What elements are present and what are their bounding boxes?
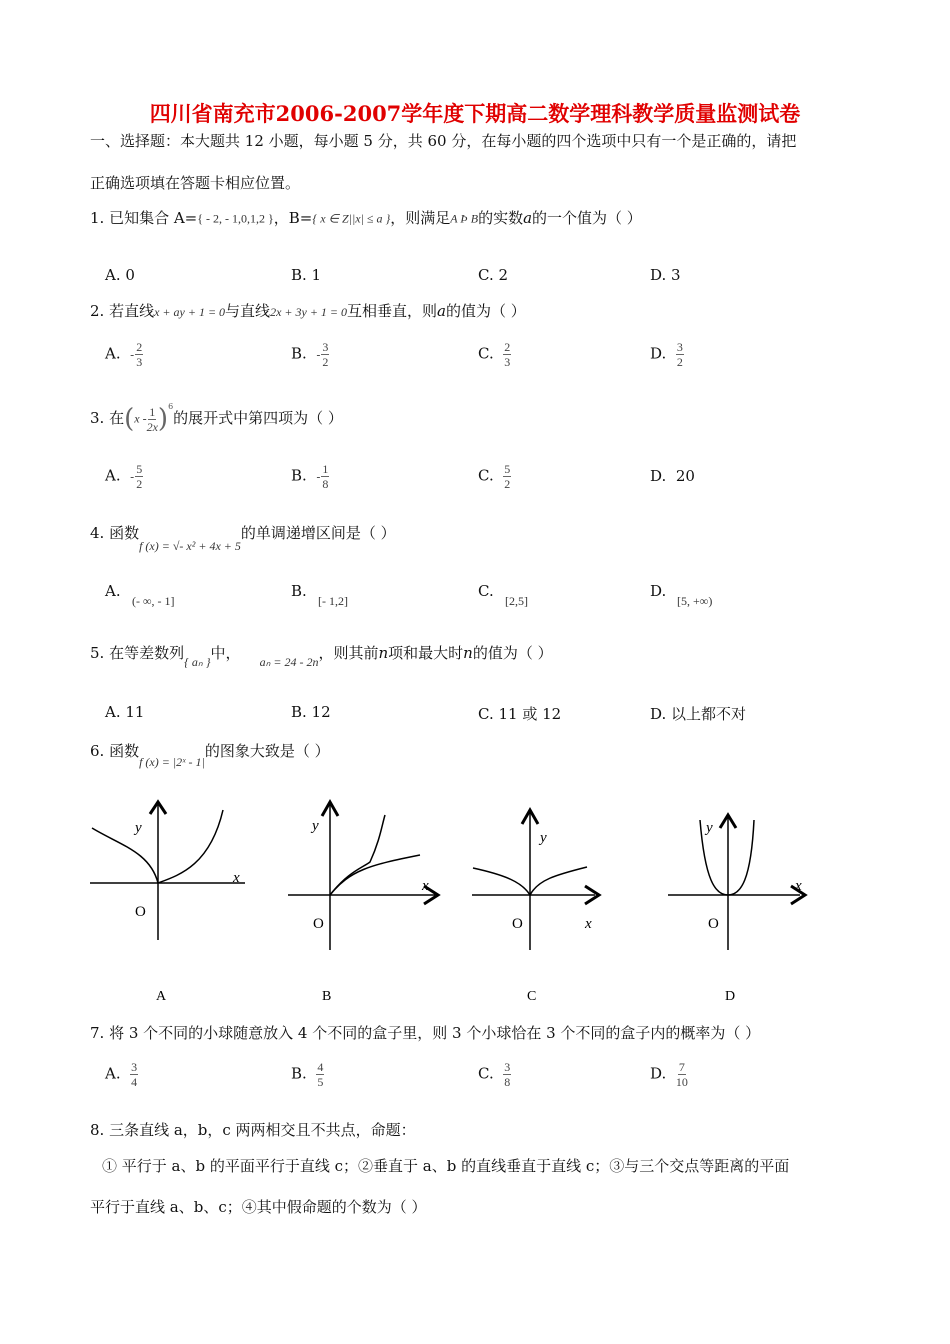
q2-prefix: 2. 若直线 <box>90 302 155 320</box>
q1-post: ，则满足 <box>390 209 451 227</box>
q1-mid: ，B= <box>273 209 313 227</box>
q3-option-b-num: 1 <box>322 462 329 476</box>
graph-a-x-label: x <box>233 870 240 886</box>
question-5: 5. 在等差数列$_{\{ a_n \}}$中， $_{a_n = 24 - 2n}$，则其前n项和最大时n的值为（ ） <box>90 644 553 669</box>
graph-d <box>668 815 805 1004</box>
graph-a-caption: A <box>156 989 167 1004</box>
q3-option-a-den: 2 <box>136 477 143 491</box>
q4-option-b-value: [- 1,2] <box>318 594 348 608</box>
q5-option-b: B. 12 <box>291 703 331 721</box>
q7-option-c-label: C. <box>478 1064 494 1083</box>
graph-c-y-label: y <box>540 830 547 846</box>
q7-option-a-fraction <box>130 1060 138 1089</box>
q2-var: a <box>437 302 446 320</box>
q1-set-a: - 2, - 1,0,1,2 <box>206 211 266 226</box>
q2-option-d-fraction <box>676 340 684 369</box>
q4-prefix: 4. 函数 <box>90 524 140 542</box>
q4-option-a-value: (- ∞, - 1] <box>132 594 175 608</box>
graph-c-x-label: x <box>585 916 592 932</box>
q2-option-a <box>105 340 143 369</box>
q3-option-d-value: 20 <box>675 467 695 485</box>
q3-option-b-sign: - <box>316 469 321 484</box>
q2-option-a-label: A. <box>105 344 121 363</box>
graph-d-caption: D <box>725 989 736 1004</box>
q6-post: 的图象大致是（ ） <box>204 742 330 760</box>
q1-post2: 的实数 <box>478 209 524 227</box>
q3-option-a-num: 5 <box>136 462 143 476</box>
graph-a-y-label: y <box>135 820 142 836</box>
q2-option-c-num: 2 <box>504 340 511 354</box>
q3-option-b-fraction <box>321 462 329 491</box>
question-2 <box>90 300 526 321</box>
q5-option-d: D. 以上都不对 <box>650 705 747 723</box>
q7-option-a-label: A. <box>105 1064 121 1083</box>
q2-option-a-fraction <box>135 340 143 369</box>
q3-option-c-den: 2 <box>504 477 511 491</box>
q5-option-c: C. 11 或 12 <box>478 705 562 723</box>
q2-line-1: x + ay + 1 = 0 <box>154 305 226 319</box>
graph-c <box>472 810 599 1004</box>
q3-expr-den: 2x <box>146 419 158 434</box>
q7-option-b <box>291 1060 324 1089</box>
q5-formula: aₙ = 24 - 2n <box>259 655 319 669</box>
q1-var: a <box>523 209 533 227</box>
q3-option-b-label: B. <box>291 466 307 485</box>
q7-option-d-den: 10 <box>675 1075 688 1089</box>
q2-option-a-den: 3 <box>136 355 143 369</box>
q4-option-a-label: A. <box>105 582 121 600</box>
question-6 <box>90 740 330 770</box>
q2-line-2: 2x + 3y + 1 = 0 <box>270 305 348 319</box>
q3-option-a <box>105 462 143 491</box>
q5-post2: 项和最大时 <box>388 644 464 662</box>
question-3: 3. 在(x - $\frac{1}{2x}$ )$^6$的展开式中第四项为（ ） <box>90 402 343 434</box>
q5-mid: 中， <box>210 644 241 662</box>
graph-b-y-label: y <box>312 818 319 834</box>
graph-b-x-label: x <box>422 878 429 894</box>
q7-option-c-den: 8 <box>504 1075 511 1089</box>
q7-option-c-fraction <box>503 1060 511 1089</box>
q4-function: f (x) = √- x² + 4x + 5 <box>139 539 241 553</box>
question-7: 7. 将 3 个不同的小球随意放入 4 个不同的盒子里，则 3 个小球恰在 3 个不同的盒子内的概率为（ ） <box>90 1024 761 1042</box>
q1-option-b: B. 1 <box>291 266 322 284</box>
q2-option-c-label: C. <box>478 344 494 363</box>
q4-option-b-label: B. <box>291 582 307 600</box>
q1-set-b: x ∈ Z||x| ≤ a <box>320 211 383 226</box>
q2-option-b-fraction <box>321 340 329 369</box>
q1-relation: A Þ B <box>450 211 479 226</box>
graph-a-origin: O <box>135 904 146 920</box>
graph-d-x-label: x <box>795 878 802 894</box>
q1-post3: 的一个值为（ ） <box>532 209 642 227</box>
q5-post3: 的值为（ ） <box>472 644 553 662</box>
q1-option-c: C. 2 <box>478 266 509 284</box>
q3-option-d <box>650 467 695 485</box>
q2-option-c-fraction <box>503 340 511 369</box>
q5-n2: n <box>463 644 473 662</box>
q3-option-a-label: A. <box>105 466 121 485</box>
graph-b-curve-1 <box>330 815 385 895</box>
q5-prefix: 5. 在等差数列 <box>90 644 185 662</box>
q7-option-d-fraction <box>676 1060 688 1089</box>
q7-option-d-label: D. <box>650 1064 667 1083</box>
q4-option-c-value: [2,5] <box>505 594 528 608</box>
paper-title: 四川省南充市2006-2007学年度下期高二数学理科教学质量监测试卷 <box>149 101 801 126</box>
q7-option-b-label: B. <box>291 1064 307 1083</box>
q2-option-d-num: 3 <box>676 340 683 354</box>
q2-post: 互相垂直，则 <box>347 302 438 320</box>
q6-prefix: 6. 函数 <box>90 742 140 760</box>
q7-option-c-num: 3 <box>504 1060 511 1074</box>
question-4 <box>90 522 396 554</box>
q3-option-c-num: 5 <box>504 462 511 476</box>
q6-graphs <box>80 790 820 1010</box>
q3-option-b-den: 8 <box>322 477 329 491</box>
q3-option-d-label: D. <box>650 467 667 485</box>
question-8-line1: 8. 三条直线 a，b，c 两两相交且不共点，命题： <box>90 1121 416 1139</box>
question-1: 1. 已知集合 A={ - 2, - 1,0,1,2 }，B={ x ∈ Z||x| ≤ a }，则满足A Þ B的实数a的一个值为（ ） <box>90 209 642 227</box>
q2-option-b-num: 3 <box>322 340 329 354</box>
q2-option-b-label: B. <box>291 344 307 363</box>
q3-expr-exp: 6 <box>168 402 174 411</box>
q7-option-b-num: 4 <box>317 1060 324 1074</box>
q1-option-a: A. 0 <box>105 266 135 284</box>
q4-option-d-value: [5, +∞) <box>677 594 713 608</box>
q2-option-d <box>650 340 684 369</box>
q4-option-c-label: C. <box>478 582 494 600</box>
q3-option-a-fraction <box>135 462 143 491</box>
q7-option-b-fraction <box>316 1060 324 1089</box>
q7-option-b-den: 5 <box>317 1075 324 1089</box>
q2-option-a-sign: - <box>130 347 135 362</box>
graph-d-y-label: y <box>706 820 713 836</box>
q7-option-d <box>650 1060 688 1089</box>
q3-prefix: 3. 在 <box>90 409 125 427</box>
q3-expr-x: x - <box>134 411 147 426</box>
graph-b <box>288 802 438 1004</box>
q2-option-b <box>291 340 329 369</box>
graph-c-caption: C <box>527 989 537 1004</box>
q3-expr-num: 1 <box>149 404 156 419</box>
q5-post: ，则其前 <box>318 644 379 662</box>
graph-b-caption: B <box>322 989 332 1004</box>
q1-option-d: D. 3 <box>650 266 681 284</box>
q2-mid: 与直线 <box>225 302 271 320</box>
question-8-line3: 平行于直线 a、b、c；④其中假命题的个数为（ ） <box>90 1198 427 1216</box>
q3-option-c-label: C. <box>478 466 494 485</box>
q6-function: f (x) = |2ˣ - 1| <box>139 755 205 769</box>
graph-b-curve-2 <box>330 855 420 895</box>
question-8-line2: ① 平行于 a、b 的平面平行于直线 c；②垂直于 a、b 的直线垂直于直线 c；③与三个交点等距离的平面 <box>102 1157 790 1175</box>
q7-option-a <box>105 1060 138 1089</box>
q2-option-d-den: 2 <box>676 355 683 369</box>
q2-option-d-label: D. <box>650 344 667 363</box>
q2-option-b-sign: - <box>316 347 321 362</box>
q7-option-c <box>478 1060 511 1089</box>
q3-option-c-fraction <box>503 462 511 491</box>
q4-post: 的单调递增区间是（ ） <box>240 524 396 542</box>
section-intro-line1: 一、选择题：本大题共 12 小题，每小题 5 分，共 60 分，在每小题的四个选项中只有一个是正确的，请把 <box>90 132 797 150</box>
q2-option-c <box>478 340 511 369</box>
q3-option-b <box>291 462 329 491</box>
q7-option-d-num: 7 <box>678 1060 685 1074</box>
q3-option-c <box>478 462 511 491</box>
graph-a <box>90 802 245 1004</box>
graph-b-origin: O <box>313 916 324 932</box>
q2-option-c-den: 3 <box>504 355 511 369</box>
q4-option-d-label: D. <box>650 582 667 600</box>
graph-d-origin: O <box>708 916 719 932</box>
q2-option-a-num: 2 <box>136 340 143 354</box>
q2-post2: 的值为（ ） <box>445 302 526 320</box>
q7-option-a-num: 3 <box>131 1060 138 1074</box>
q5-n1: n <box>378 644 389 662</box>
q5-sequence: aₙ <box>191 655 203 669</box>
q1-prefix: 1. 已知集合 A= <box>90 209 198 227</box>
q3-post: 的展开式中第四项为（ ） <box>173 409 343 427</box>
q3-option-a-sign: - <box>130 469 135 484</box>
q2-option-b-den: 2 <box>322 355 329 369</box>
q5-option-a: A. 11 <box>105 703 145 721</box>
graph-c-origin: O <box>512 916 523 932</box>
q3-expr-fraction <box>147 405 158 434</box>
q7-option-a-den: 4 <box>131 1075 138 1089</box>
section-intro-line2: 正确选项填在答题卡相应位置。 <box>90 174 301 192</box>
